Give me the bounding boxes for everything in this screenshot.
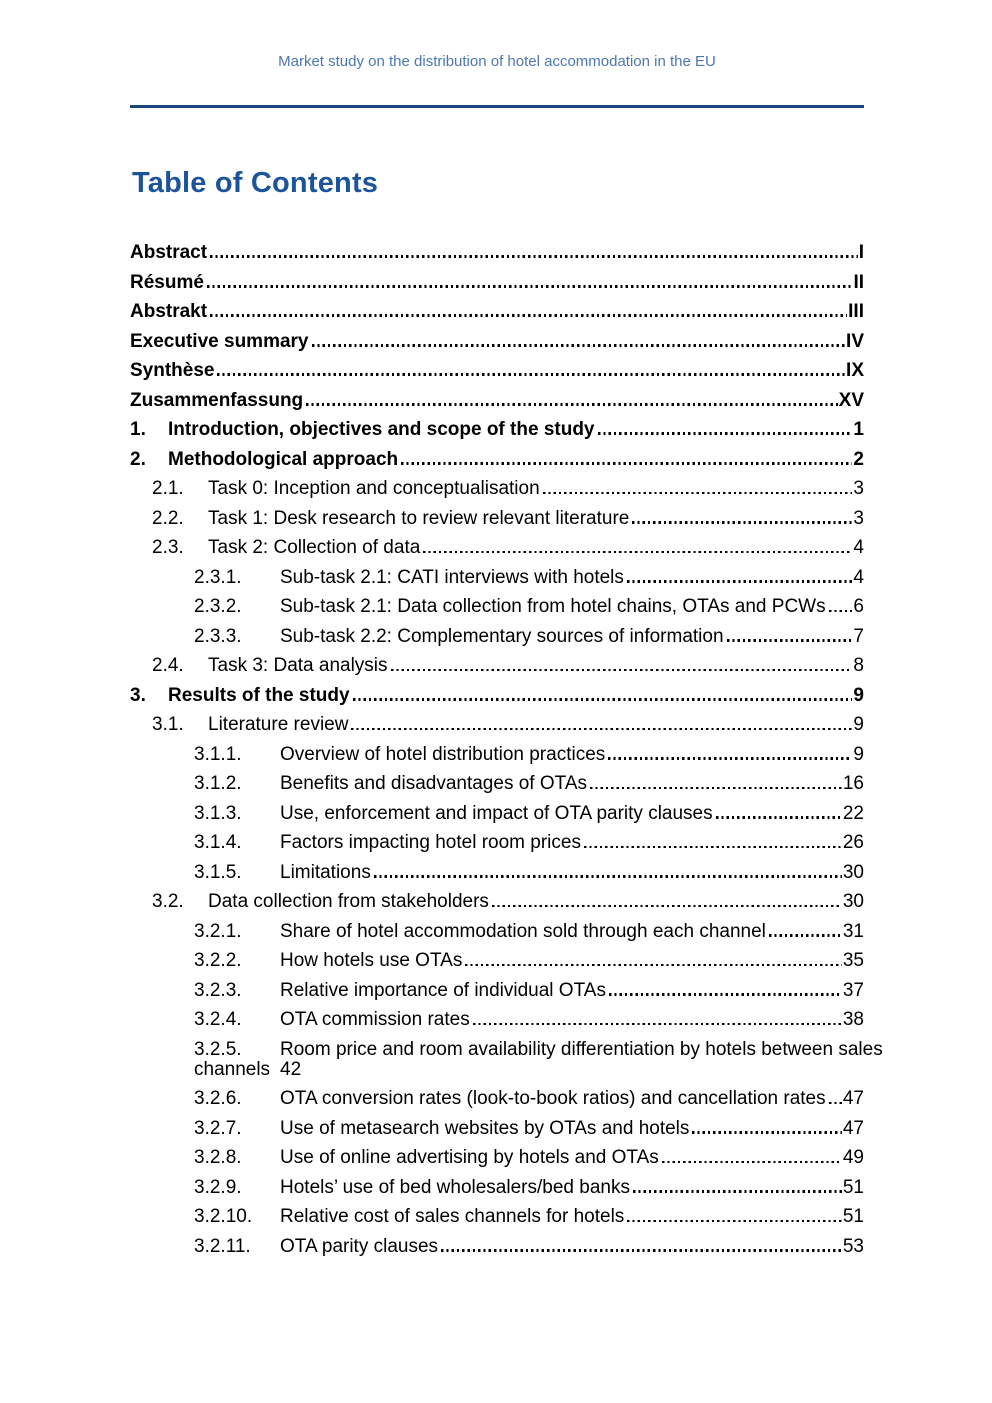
toc-entry-label: Use of online advertising by hotels and OTAs (280, 1147, 659, 1168)
toc-entry-number: 2.3.1. (194, 566, 242, 588)
toc-entry-number: 2.2. (152, 507, 184, 529)
toc-page-number: 51 (842, 1176, 864, 1198)
toc-page-number: II (853, 271, 864, 293)
dot-leader (306, 403, 837, 406)
dot-leader (441, 1249, 842, 1251)
toc-page-number: III (848, 301, 864, 322)
toc-entry-label: Sub-task 2.1: CATI interviews with hotels (280, 566, 624, 588)
toc-entry[interactable] (130, 922, 864, 942)
dot-leader (207, 285, 853, 288)
dot-leader (423, 551, 852, 553)
dot-leader (584, 846, 842, 848)
toc-entry[interactable] (130, 332, 864, 352)
dot-leader (492, 905, 842, 907)
toc-entry[interactable] (130, 804, 864, 824)
toc-entry-number: 3. (130, 684, 146, 706)
dot-leader (351, 728, 852, 730)
toc-page-number: 9 (853, 743, 864, 765)
toc-entry-label-continued: channels (194, 1058, 271, 1080)
toc-entry-label: Use, enforcement and impact of OTA parity clauses (280, 802, 713, 824)
toc-entry[interactable] (130, 656, 864, 676)
toc-entry-label: Résumé (130, 271, 204, 293)
toc-page-number: 3 (853, 478, 864, 499)
toc-entry[interactable] (130, 1089, 864, 1109)
toc-entry[interactable] (130, 538, 864, 558)
toc-entry-number: 3.1.2. (194, 773, 242, 794)
toc-entry[interactable] (130, 1237, 864, 1257)
dot-leader (627, 580, 853, 582)
toc-entry[interactable] (130, 420, 864, 440)
dot-leader (692, 1131, 841, 1133)
toc-page-number: 31 (842, 920, 864, 942)
toc-entry-number: 3.2.7. (194, 1117, 242, 1139)
dot-leader (727, 639, 853, 641)
toc-entry-number: 3.2.9. (194, 1176, 242, 1198)
toc-entry-label: Relative cost of sales channels for hotels (280, 1206, 625, 1227)
toc-entry-number: 3.1.3. (194, 802, 242, 824)
toc-entry-label: Literature review (208, 714, 349, 735)
toc-entry-number: 3.2.1. (194, 920, 242, 942)
toc-entry-number: 3.2.2. (194, 950, 242, 971)
toc-entry[interactable] (130, 597, 864, 617)
toc-entry-label: Data collection from stakeholders (208, 891, 489, 912)
toc-entry-label: Synthèse (130, 360, 215, 381)
dot-leader (353, 698, 853, 701)
toc-entry-label: Room price and room availability differentiation by hotels between sales (280, 1038, 883, 1060)
dot-leader (217, 373, 845, 376)
toc-page-number: 22 (842, 802, 864, 824)
dot-leader (543, 492, 853, 494)
toc-entry[interactable] (130, 774, 864, 794)
toc-page-number: 6 (853, 596, 864, 617)
toc-entry[interactable] (130, 391, 864, 411)
toc-entry-label: Methodological approach (168, 448, 399, 470)
toc-entry-number: 3.1.5. (194, 861, 242, 883)
header-divider (130, 105, 864, 108)
dot-leader (608, 757, 852, 759)
toc-entry-label: Task 1: Desk research to review relevant literature (208, 507, 630, 529)
toc-entry[interactable] (130, 1038, 883, 1060)
toc-entry-label: How hotels use OTAs (280, 950, 463, 971)
toc-page-number: 1 (853, 419, 864, 440)
toc-entry-label: Factors impacting hotel room prices (280, 832, 581, 853)
toc-page-number: 16 (842, 773, 864, 794)
dot-leader (769, 934, 842, 936)
toc-entry-wrap-line[interactable] (130, 1060, 864, 1080)
toc-page-number: 3 (853, 507, 864, 529)
toc-entry-number: 2.3.3. (194, 625, 242, 647)
toc-page-number: 53 (842, 1235, 864, 1257)
toc-title: Table of Contents (132, 167, 379, 199)
toc-entry[interactable] (130, 479, 864, 499)
toc-entry[interactable] (130, 951, 864, 971)
dot-leader (598, 432, 853, 435)
toc-page-number: 30 (842, 861, 864, 883)
toc-entry[interactable] (130, 273, 864, 293)
toc-page-number: 30 (842, 891, 864, 912)
toc-entry-number: 3.1. (152, 714, 184, 735)
toc-entry-label: Results of the study (168, 684, 350, 706)
toc-page-number: IV (846, 330, 864, 352)
toc-entry[interactable] (130, 1207, 864, 1227)
dot-leader (632, 521, 852, 523)
toc-entry-label: Abstract (130, 242, 208, 263)
toc-entry-number: 3.2.4. (194, 1009, 242, 1030)
dot-leader (627, 1220, 842, 1222)
toc-page-number: 47 (842, 1117, 864, 1139)
toc-entry[interactable] (130, 1119, 864, 1139)
toc-entry-label: Use of metasearch websites by OTAs and hotels (280, 1117, 690, 1139)
toc-entry-label: Sub-task 2.2: Complementary sources of information (280, 625, 724, 647)
dot-leader (716, 816, 842, 818)
toc-page-number: 9 (853, 684, 864, 706)
dot-leader (374, 875, 842, 877)
toc-entry-label: Share of hotel accommodation sold through each channel (280, 920, 766, 942)
toc-page-number: 49 (842, 1147, 864, 1168)
dot-leader (401, 462, 852, 465)
toc-entry-label: Zusammenfassung (130, 389, 304, 411)
toc-page-number: 51 (842, 1206, 864, 1227)
toc-page-number: 7 (853, 625, 864, 647)
toc-entry-number: 3.2.11. (194, 1235, 251, 1257)
toc-entry-label: Abstrakt (130, 301, 208, 322)
toc-entry-number: 3.2. (152, 891, 184, 912)
dot-leader (465, 964, 842, 966)
toc-entry-label: Relative importance of individual OTAs (280, 979, 606, 1001)
dot-leader (312, 344, 846, 347)
toc-entry[interactable] (130, 833, 864, 853)
toc-entry-label: Overview of hotel distribution practices (280, 743, 606, 765)
toc-entry-label: Sub-task 2.1: Data collection from hotel chains, OTAs and PCWs (280, 596, 826, 617)
running-header-title: Market study on the distribution of hotel accommodation in the EU (278, 53, 716, 70)
toc-entry-number: 2.3.2. (194, 596, 242, 617)
toc-entry-number: 3.1.1. (194, 743, 242, 765)
toc-page-number: XV (838, 389, 864, 411)
toc-page-number: 37 (842, 979, 864, 1001)
toc-entry[interactable] (130, 686, 864, 706)
toc-page-number: I (858, 242, 864, 263)
toc-entry[interactable] (130, 627, 864, 647)
toc-entry-number: 3.2.6. (194, 1088, 242, 1109)
toc-entry-label: Benefits and disadvantages of OTAs (280, 773, 587, 794)
toc-entry-number: 3.2.10. (194, 1206, 253, 1227)
toc-entry-label: OTA parity clauses (280, 1235, 439, 1257)
toc-entry[interactable] (130, 1178, 864, 1198)
toc-entry[interactable] (130, 863, 864, 883)
toc-entry[interactable] (130, 302, 864, 322)
table-of-contents (130, 242, 883, 1257)
toc-entry[interactable] (130, 745, 864, 765)
toc-entry-label: Task 0: Inception and conceptualisation (208, 478, 540, 499)
toc-page-number: 4 (853, 537, 864, 558)
dot-leader (662, 1161, 842, 1163)
dot-leader (210, 314, 847, 317)
toc-page-number: 4 (853, 566, 864, 588)
toc-entry-number: 3.2.5. (194, 1038, 242, 1060)
toc-entry-number: 3.2.8. (194, 1147, 242, 1168)
toc-entry-number: 3.2.3. (194, 979, 242, 1001)
dot-leader (210, 255, 858, 258)
toc-entry[interactable] (130, 892, 864, 912)
toc-entry-label: Executive summary (130, 330, 309, 352)
toc-entry-label: Task 3: Data analysis (208, 655, 388, 676)
toc-page-number: 35 (842, 950, 864, 971)
dot-leader (473, 1023, 842, 1025)
toc-entry[interactable] (130, 568, 864, 588)
toc-entry-label: OTA conversion rates (look-to-book ratios) and cancellation rates (280, 1088, 826, 1109)
toc-entry[interactable] (130, 450, 864, 470)
dot-leader (590, 787, 842, 789)
dot-leader (609, 993, 842, 995)
toc-entry-label: Limitations (280, 861, 371, 883)
toc-page-number: 9 (853, 714, 864, 735)
toc-entry-number: 3.1.4. (194, 832, 242, 853)
toc-page-number: 8 (853, 655, 864, 676)
toc-entry-number: 1. (130, 419, 146, 440)
toc-entry-number: 2.4. (152, 655, 184, 676)
toc-entry[interactable] (130, 1010, 864, 1030)
toc-page-number: IX (846, 360, 864, 381)
toc-entry[interactable] (130, 361, 864, 381)
toc-entry-label: OTA commission rates (280, 1009, 470, 1030)
toc-entry[interactable] (130, 243, 864, 263)
dot-leader (391, 669, 853, 671)
toc-entry-label: Introduction, objectives and scope of the study (168, 419, 595, 440)
dot-leader (633, 1190, 842, 1192)
toc-entry[interactable] (130, 509, 864, 529)
toc-page-number: 26 (842, 832, 864, 853)
toc-entry[interactable] (130, 715, 864, 735)
toc-page-number: 2 (853, 448, 864, 470)
toc-entry[interactable] (130, 981, 864, 1001)
toc-page-number: 47 (842, 1088, 864, 1109)
toc-entry-label: Task 2: Collection of data (208, 537, 421, 558)
toc-page-number: 38 (842, 1009, 864, 1030)
toc-page-number: 42 (280, 1058, 302, 1080)
toc-entry-number: 2.3. (152, 537, 184, 558)
toc-entry-label: Hotels’ use of bed wholesalers/bed banks (280, 1176, 630, 1198)
dot-leader (829, 610, 853, 612)
toc-entry[interactable] (130, 1148, 864, 1168)
toc-entry-number: 2. (130, 448, 146, 470)
dot-leader (829, 1102, 842, 1104)
toc-entry-number: 2.1. (152, 478, 184, 499)
